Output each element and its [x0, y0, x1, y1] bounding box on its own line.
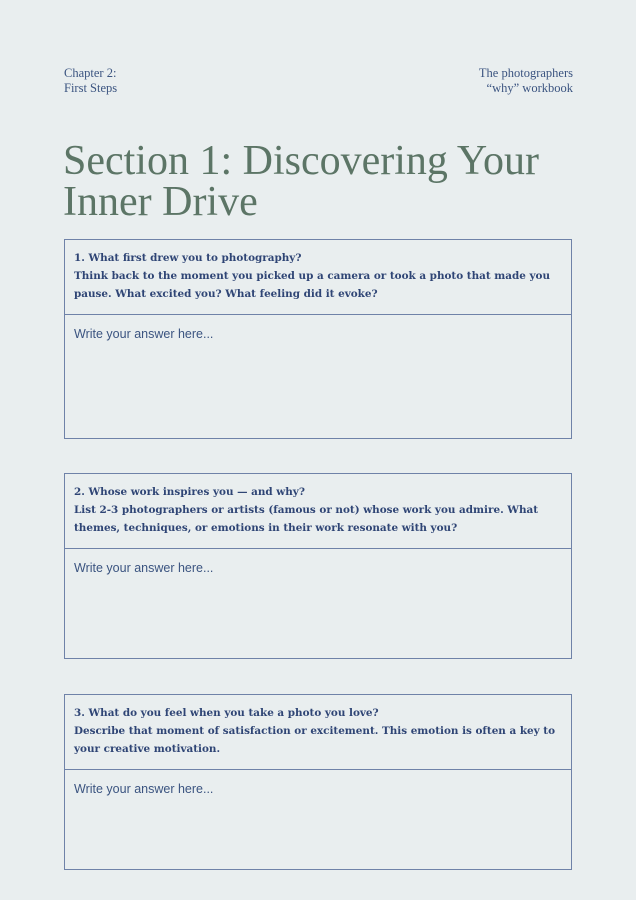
question-header: [65, 240, 571, 315]
chapter-name: First Steps: [64, 81, 118, 95]
answer-input-3[interactable]: [65, 770, 571, 869]
chapter-label: [64, 66, 117, 96]
question-card-1: [64, 239, 572, 439]
workbook-title-line2: “why” workbook: [486, 81, 573, 95]
question-prompt: List 2-3 photographers or artists (famous or not) whose work you admire. What themes, techniques, or emotions in their work resonate with you?: [74, 504, 539, 534]
question-prompt: Describe that moment of satisfaction or excitement. This emotion is often a key to your creative motivation.: [74, 725, 556, 755]
answer-input-2[interactable]: [65, 549, 571, 658]
chapter-number: Chapter 2:: [64, 66, 117, 80]
answer-input-1[interactable]: [65, 315, 571, 438]
question-header: [65, 695, 571, 770]
workbook-title-line1: The photographers: [478, 66, 573, 80]
question-title: 3. What do you feel when you take a photo you love?: [74, 707, 379, 719]
question-prompt: Think back to the moment you picked up a camera or took a photo that made you pause. What excited you? What feeling did it evoke?: [74, 270, 551, 300]
question-title: 2. Whose work inspires you — and why?: [74, 486, 305, 498]
page-title: Section 1: Discovering Your Inner Drive: [63, 138, 539, 225]
question-card-3: [64, 694, 572, 870]
question-title: 1. What first drew you to photography?: [74, 252, 302, 264]
question-card-2: [64, 473, 572, 659]
question-header: [65, 474, 571, 549]
workbook-label: [479, 66, 573, 96]
